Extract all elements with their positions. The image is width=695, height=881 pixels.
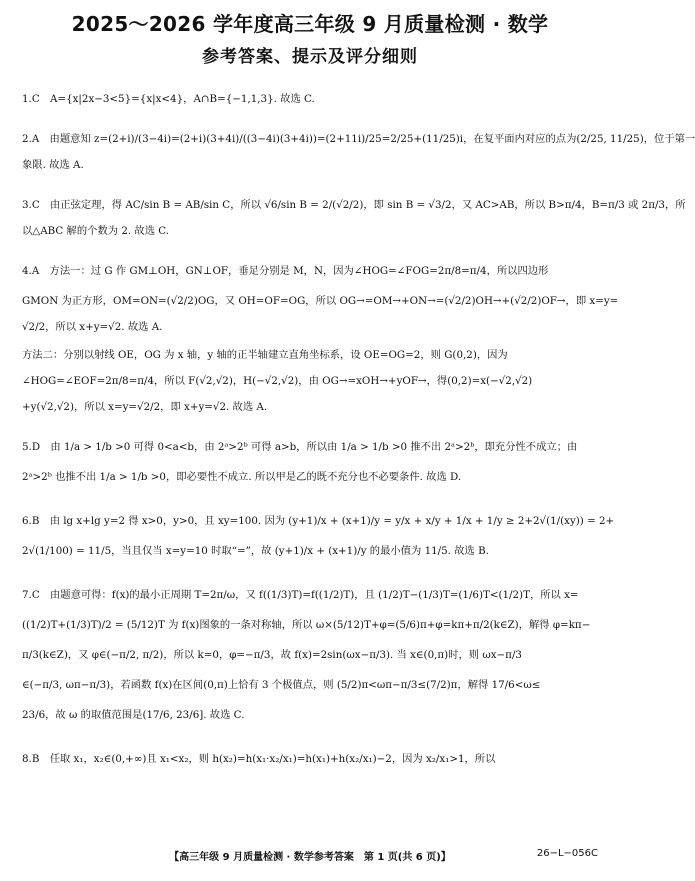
answer-item-1: [22, 88, 606, 110]
answer-line: ∈(−π/3, ωπ−π/3)，若函数 f(x)在区间(0,π)上恰有 3 个极值点，则 (5/2)π<ωπ−π/3≤(7/2)π，解得 17/6<ω≤: [22, 679, 541, 691]
answer-line: 3.C 由正弦定理，得 AC/sin B = AB/sin C，所以 √6/sin B = 2/(√2/2)，即 sin B = √3/2，又 AC>AB，所以 B>π/4，B=π/3 或 2π/3，所: [22, 199, 686, 211]
answer-line: +y(√2,√2)，所以 x=y=√2/2，即 x+y=√2. 故选 A.: [22, 401, 268, 413]
answer-line: √2/2，所以 x+y=√2. 故选 A.: [22, 321, 163, 333]
footer-code: 26−L−056C: [536, 848, 598, 859]
answer-item-8: [22, 744, 606, 774]
answer-line: π/3(k∈Z)，又 φ∈(−π/2, π/2)，所以 k=0，φ=−π/3，故 f(x)=2sin(ωx−π/3). 当 x∈(0,π)时，则 ωx−π/3: [22, 649, 522, 661]
answer-line: 以△ABC 解的个数为 2. 故选 C.: [22, 225, 170, 237]
answer-item-3: [22, 190, 686, 242]
footer-page-info: 【高三年级 9 月质量检测 · 数学参考答案 第 1 页(共 6 页)】: [169, 852, 451, 863]
answer-line: 6.B 由 lg x+lg y=2 得 x>0，y>0，且 xy=100. 因为 (y+1)/x + (x+1)/y = y/x + x/y + 1/x + 1/y ≥ 2+2√(1/(xy)) = 2+: [22, 515, 615, 527]
answer-line: 象限. 故选 A.: [22, 159, 84, 171]
page-title: 2025～2026 学年度高三年级 9 月质量检测 · 数学: [71, 12, 549, 36]
answer-line: 1.C A={x|2x−3<5}={x|x<4}，A∩B={−1,1,3}. 故选 C.: [22, 93, 315, 105]
answer-line: 2.A 由题意知 z=(2+i)/(3−4i)=(2+i)(3+4i)/((3−4i)(3+4i))=(2+11i)/25=2/25+(11/25)i，在复平面内对应的点为(2/25, 11/25)，位于第一: [22, 133, 695, 145]
answer-line: 23/6，故 ω 的取值范围是(17/6, 23/6]. 故选 C.: [22, 709, 245, 721]
answer-line: 2√(1/100) = 11/5，当且仅当 x=y=10 时取“=”，故 (y+1)/x + (x+1)/y 的最小值为 11/5. 故选 B.: [22, 545, 489, 557]
answer-line: 2ᵃ>2ᵇ 也推不出 1/a > 1/b >0，即必要性不成立. 所以甲是乙的既不充分也不必要条件. 故选 D.: [22, 471, 462, 483]
answer-item-2: [22, 124, 695, 176]
answer-line: 5.D 由 1/a > 1/b >0 可得 0<a<b，由 2ᵃ>2ᵇ 可得 a>b，所以由 1/a > 1/b >0 推不出 2ᵃ>2ᵇ，即充分性不成立；由: [22, 441, 578, 453]
answer-line: ∠HOG=∠EOF=2π/8=π/4，所以 F(√2,√2)，H(−√2,√2)，由 OG→=xOH→+yOF→，得(0,2)=x(−√2,√2): [22, 375, 533, 387]
answer-line: 8.B 任取 x₁，x₂∈(0,+∞)且 x₁<x₂，则 h(x₂)=h(x₁·x₂/x₁)=h(x₁)+h(x₂/x₁)−2，因为 x₂/x₁>1，所以: [22, 753, 496, 765]
answer-line: GMON 为正方形，OM=ON=(√2/2)OG，又 OH=OF=OG，所以 OG→=OM→+ON→=(√2/2)OH→+(√2/2)OF→，即 x=y=: [22, 295, 619, 307]
answer-item-5: [22, 432, 606, 492]
answer-item-7: [22, 580, 606, 730]
answer-line: 4.A 方法一：过 G 作 GM⊥OH，GN⊥OF，垂足分别是 M，N，因为∠HOG=∠FOG=2π/8=π/4，所以四边形: [22, 265, 549, 277]
answer-line: 方法二：分别以射线 OE，OG 为 x 轴，y 轴的正半轴建立直角坐标系，设 OE=OG=2，则 G(0,2)，因为: [22, 349, 508, 361]
answer-item-6: [22, 506, 615, 566]
answer-item-4: [22, 256, 619, 418]
answer-line: ((1/2)T+(1/3)T)/2 = (5/12)T 为 f(x)图象的一条对称轴，所以 ω×(5/12)T+φ=(5/6)π+φ=kπ+π/2(k∈Z)，解得 φ=kπ−: [22, 619, 591, 631]
answer-line: 7.C 由题意可得：f(x)的最小正周期 T=2π/ω，又 f((1/3)T)=f((1/2)T)，且 (1/2)T−(1/3)T=(1/6)T<(1/2)T，所以 x=: [22, 589, 579, 601]
answer-list: [22, 88, 695, 788]
page-subtitle: 参考答案、提示及评分细则: [202, 47, 418, 67]
